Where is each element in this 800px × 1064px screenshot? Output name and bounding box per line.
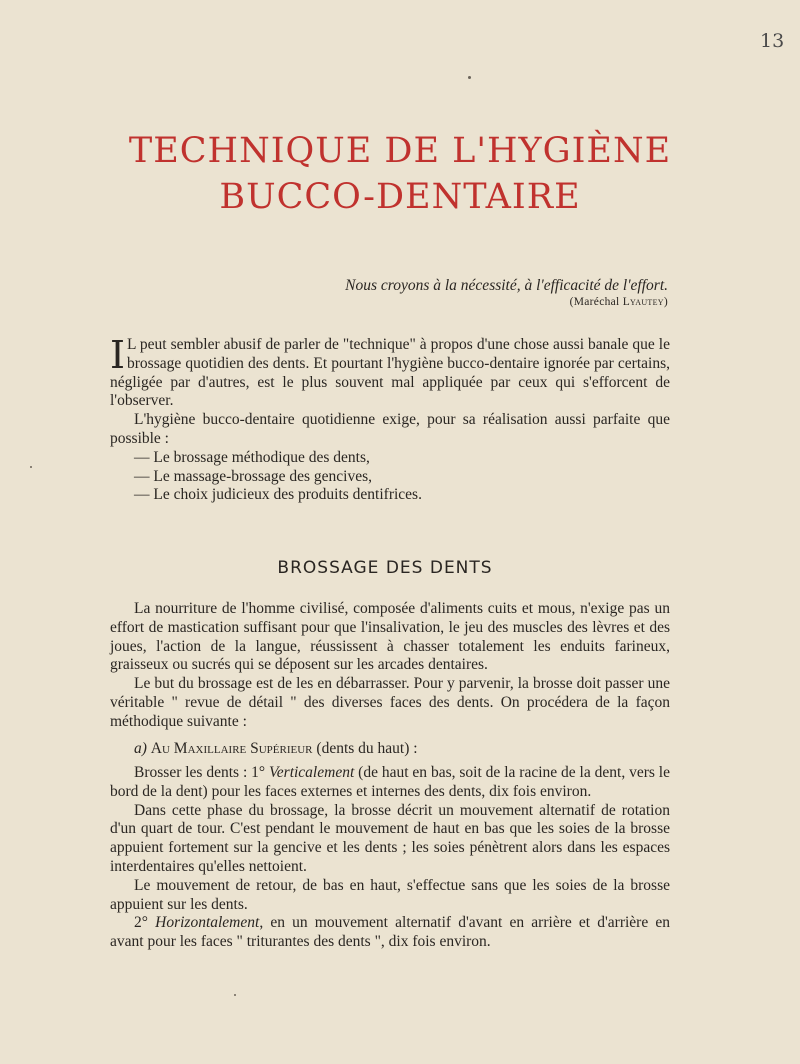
technique-paragraph-1 [110, 764, 670, 802]
section-paragraph-2: Le but du brossage est de les en débarrasser. Pour y parvenir, la brosse doit passer une véritable " revue de détail " des diverses faces des dents. On procédera de la façon méthodique suivante : [110, 675, 670, 730]
subheading [110, 740, 670, 759]
p3-start: Brosser les dents : 1° [134, 764, 270, 781]
section-body [110, 600, 670, 732]
subheading-block [110, 740, 670, 765]
attribution-prefix: (Maréchal [569, 296, 623, 308]
technique-paragraph-2: Dans cette phase du brossage, la brosse décrit un mouvement alternatif de rotation d'un quart de tour. C'est pendant le mouvement de haut en bas que les soies de la brosse appuient fortement sur la gencive et les dents ; les soies pénètrent alors dans les espaces interdentaires qu'elles nettoient. [110, 801, 670, 875]
intro-block [110, 333, 670, 505]
page-number: 13 [760, 30, 785, 52]
list-item: — Le massage-brossage des gencives, [134, 467, 373, 485]
ink-speck [30, 466, 32, 468]
list-item: — Le choix judicieux des produits dentifrices. [134, 486, 422, 504]
drop-cap: I [110, 333, 126, 377]
title-line-2: BUCCO-DENTAIRE [219, 177, 581, 217]
p6-start: 2° [134, 914, 156, 932]
technique-paragraph-4 [110, 914, 670, 952]
p3-italic: Verticalement [269, 764, 355, 781]
page-title [0, 128, 800, 220]
ink-speck [468, 76, 471, 79]
title-line-1: TECHNIQUE DE L'HYGIÈNE [128, 131, 672, 171]
intro-paragraph-1-text: L peut sembler abusif de parler de "technique" à propos d'une chose aussi banale que le brossage quotidien des dents. Et pourtant l'hygiène bucco-dentaire ignorée par certains, négligée par d'autres, est le plus souvent mal appliquée par ceux qui s'efforcent de l'observer. [110, 336, 670, 410]
section-paragraph-1: La nourriture de l'homme civilisé, composée d'aliments cuits et mous, n'exige pas un effort de mastication suffisant pour que l'insalivation, le jeu des muscles des lèvres et des joues, l'action de la langue, réussissent à chasser totalement les enduits farineux, graisseux ou sucrés qui se déposent sur les arcades dentaires. [110, 600, 670, 674]
list-item: — Le brossage méthodique des dents, [134, 448, 370, 466]
ink-speck [234, 994, 236, 996]
technique-block [110, 764, 670, 952]
epigraph-quote: Nous croyons à la nécessité, à l'efficacité de l'effort. [345, 277, 668, 294]
p6-italic: Horizontalement [155, 914, 260, 932]
attribution-name: Lyautey [622, 296, 664, 308]
section-title: BROSSAGE DES DENTS [277, 558, 493, 578]
epigraph-attribution [570, 296, 668, 308]
attribution-suffix: ) [663, 296, 668, 308]
p6-rest: , en un mouvement alternatif d'avant en arrière et d'arrière en avant pour les faces " triturantes des dents ", dix fois environ. [110, 914, 671, 951]
intro-paragraph-2: L'hygiène bucco-dentaire quotidienne exige, pour sa réalisation aussi parfaite que possible : [110, 411, 670, 447]
subheading-title: Au Maxillaire Supérieur [150, 740, 313, 757]
subheading-letter: a) [134, 740, 147, 757]
p3-rest: (de haut en bas, soit de la racine de la dent, vers le bord de la dent) pour les faces externes et internes des dents, dix fois environ. [110, 764, 670, 800]
intro-paragraph-1 [110, 333, 670, 411]
subheading-rest: (dents du haut) : [316, 740, 418, 757]
technique-paragraph-3: Le mouvement de retour, de bas en haut, s'effectue sans que les soies de la brosse appuient sur les dents. [110, 876, 670, 913]
